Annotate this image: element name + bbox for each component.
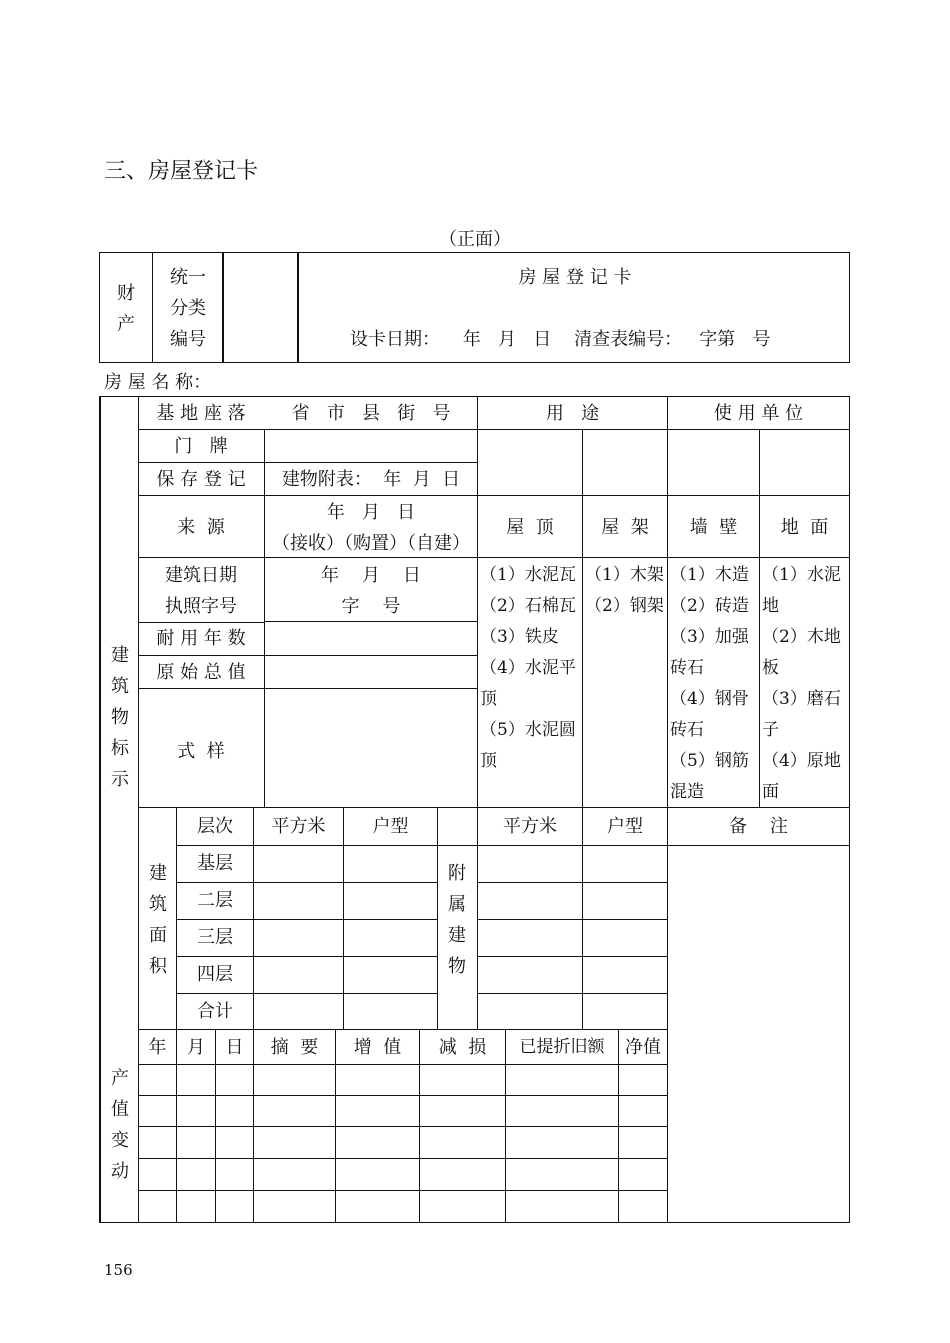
change-col-month: 月 — [187, 1037, 205, 1058]
durable-years-label: 耐 用 年 数 — [156, 628, 246, 649]
door-plate-label: 门 牌 — [174, 436, 228, 457]
area-row-2: 二层 — [197, 890, 233, 911]
original-value-label: 原 始 总 值 — [156, 662, 246, 683]
page-number: 156 — [104, 1261, 133, 1279]
floor-header: 地 面 — [780, 517, 829, 538]
change-col-year: 年 — [148, 1037, 167, 1058]
area-row-4: 四层 — [197, 964, 233, 985]
frame-header: 屋 架 — [601, 517, 649, 538]
roof-options: （1）水泥瓦 （2）石棉瓦 （3）铁皮 （4）水泥平 顶 （5）水泥圆 顶 — [480, 565, 576, 771]
location-label: 基 地 座 落 — [156, 403, 246, 424]
source-date: 年 月 日 — [326, 502, 416, 523]
attached-col-sqm: 平方米 — [503, 816, 557, 837]
change-col-increase: 增 值 — [353, 1037, 402, 1058]
attached-table-date: 建物附表： 年 月 日 — [281, 469, 461, 490]
section-heading: 三、房屋登记卡 — [104, 159, 259, 184]
area-row-base: 基层 — [197, 853, 233, 874]
save-register-label: 保 存 登 记 — [156, 469, 246, 490]
front-side-label: （正面） — [439, 229, 511, 250]
area-row-3: 三层 — [197, 927, 233, 948]
wall-header: 墙 壁 — [689, 517, 738, 538]
area-col-type: 户型 — [372, 816, 409, 837]
property-label: 财 产 — [117, 283, 135, 335]
remark-header: 备 注 — [729, 816, 788, 837]
date-line: 设卡日期： 年 月 日 清查表编号： 字第 号 — [350, 329, 771, 350]
change-col-depreciation: 已提折旧额 — [519, 1037, 605, 1057]
change-col-net: 净值 — [625, 1037, 661, 1058]
floor-options: （1）水泥 地 （2）木地 板 （3）磨石 子 （4）原地 面 — [762, 565, 841, 802]
area-col-sqm: 平方米 — [271, 816, 326, 837]
code-label: 统一 分类 编号 — [170, 267, 206, 350]
change-col-day: 日 — [225, 1037, 244, 1058]
roof-header: 屋 顶 — [506, 517, 554, 538]
card-title: 房 屋 登 记 卡 — [518, 267, 632, 288]
attached-col-type: 户型 — [607, 816, 643, 837]
change-col-decrease: 减 损 — [438, 1037, 487, 1058]
build-date-value: 年 月 日 字 号 — [321, 565, 421, 617]
build-date-label: 建筑日期 执照字号 — [165, 565, 237, 617]
change-col-summary: 摘 要 — [270, 1037, 319, 1058]
area-col-level: 层次 — [197, 816, 233, 837]
house-name-label: 房 屋 名 称： — [104, 372, 212, 393]
location-parts: 省 市 县 街 号 — [291, 403, 451, 424]
usage-header: 用 途 — [545, 403, 600, 424]
attached-building-label: 附 属 建 物 — [448, 863, 466, 977]
user-unit-header: 使 用 单 位 — [713, 403, 804, 424]
style-label: 式 样 — [177, 741, 225, 762]
wall-options: （1）木造 （2）砖造 （3）加强 砖石 （4）钢骨 砖石 （5）钢筋 混造 — [670, 565, 749, 802]
value-change-label: 产 值 变 动 — [111, 1068, 129, 1182]
source-label: 来 源 — [177, 517, 225, 538]
area-label: 建 筑 面 积 — [149, 863, 167, 977]
frame-options: （1）木架 （2）钢架 — [585, 565, 664, 616]
source-types: （接收）（购置）（自建） — [272, 533, 470, 554]
area-row-total: 合计 — [197, 1001, 233, 1022]
building-section-label: 建 筑 物 标 示 — [111, 645, 129, 790]
